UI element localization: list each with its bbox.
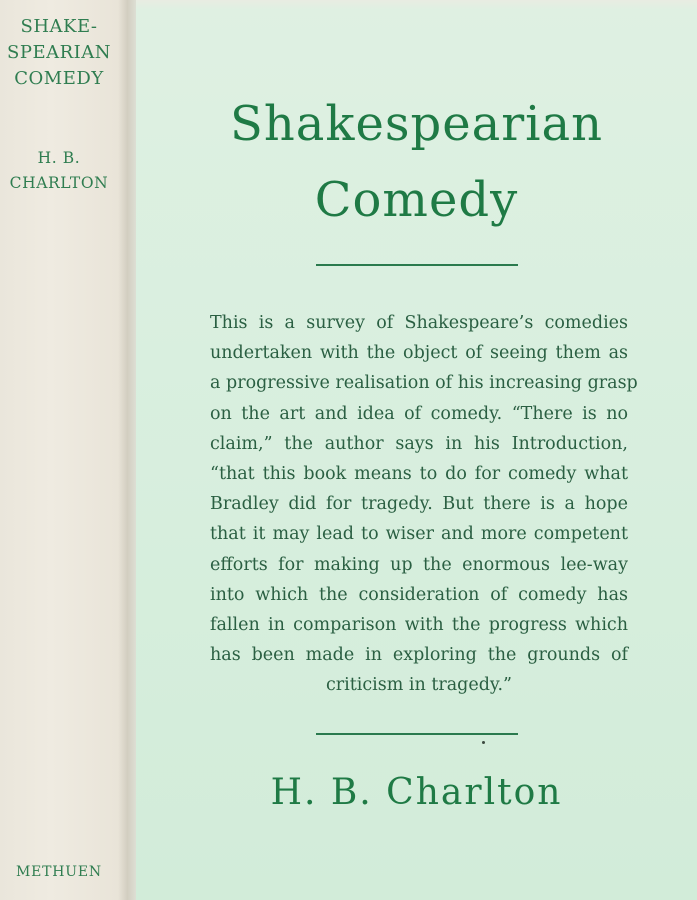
cover-title: Shakespearian Comedy — [229, 96, 604, 228]
book-spine — [0, 0, 128, 900]
blurb-line: on the art and idea of comedy. “There is no — [210, 403, 628, 424]
blurb-line: efforts for making up the enormous lee-way — [210, 554, 628, 575]
bottom-divider — [316, 733, 518, 735]
blurb-line: fallen in comparison with the progress which — [210, 615, 628, 636]
front-cover — [136, 0, 697, 900]
top-divider — [316, 264, 518, 266]
blurb-line: undertaken with the object of seeing them as — [210, 343, 628, 364]
paper-speck — [482, 741, 485, 744]
top-edge — [136, 0, 697, 10]
spine-author: H. B. CHARLTON — [9, 149, 109, 192]
blurb-line: that it may lead to wiser and more competent — [210, 524, 628, 545]
blurb-text — [210, 308, 638, 701]
spine-publisher: METHUEN — [16, 864, 102, 880]
blurb-line: Bradley did for tragedy. But there is a hope — [210, 494, 628, 515]
blurb-line: has been made in exploring the grounds of — [210, 645, 628, 666]
cover-author: H. B. Charlton — [270, 772, 563, 813]
blurb-line: into which the consideration of comedy has — [210, 584, 628, 605]
blurb-line: criticism in tragedy.” — [325, 675, 513, 696]
blurb-line: a progressive realisation of his increasing grasp — [210, 373, 638, 394]
blurb-line: claim,” the author says in his Introduction, — [210, 433, 628, 454]
blurb-line: “that this book means to do for comedy what — [210, 464, 628, 485]
spine-title: SHAKE- SPEARIAN COMEDY — [7, 16, 111, 89]
blurb-line: This is a survey of Shakespeare’s comedies — [210, 313, 628, 333]
